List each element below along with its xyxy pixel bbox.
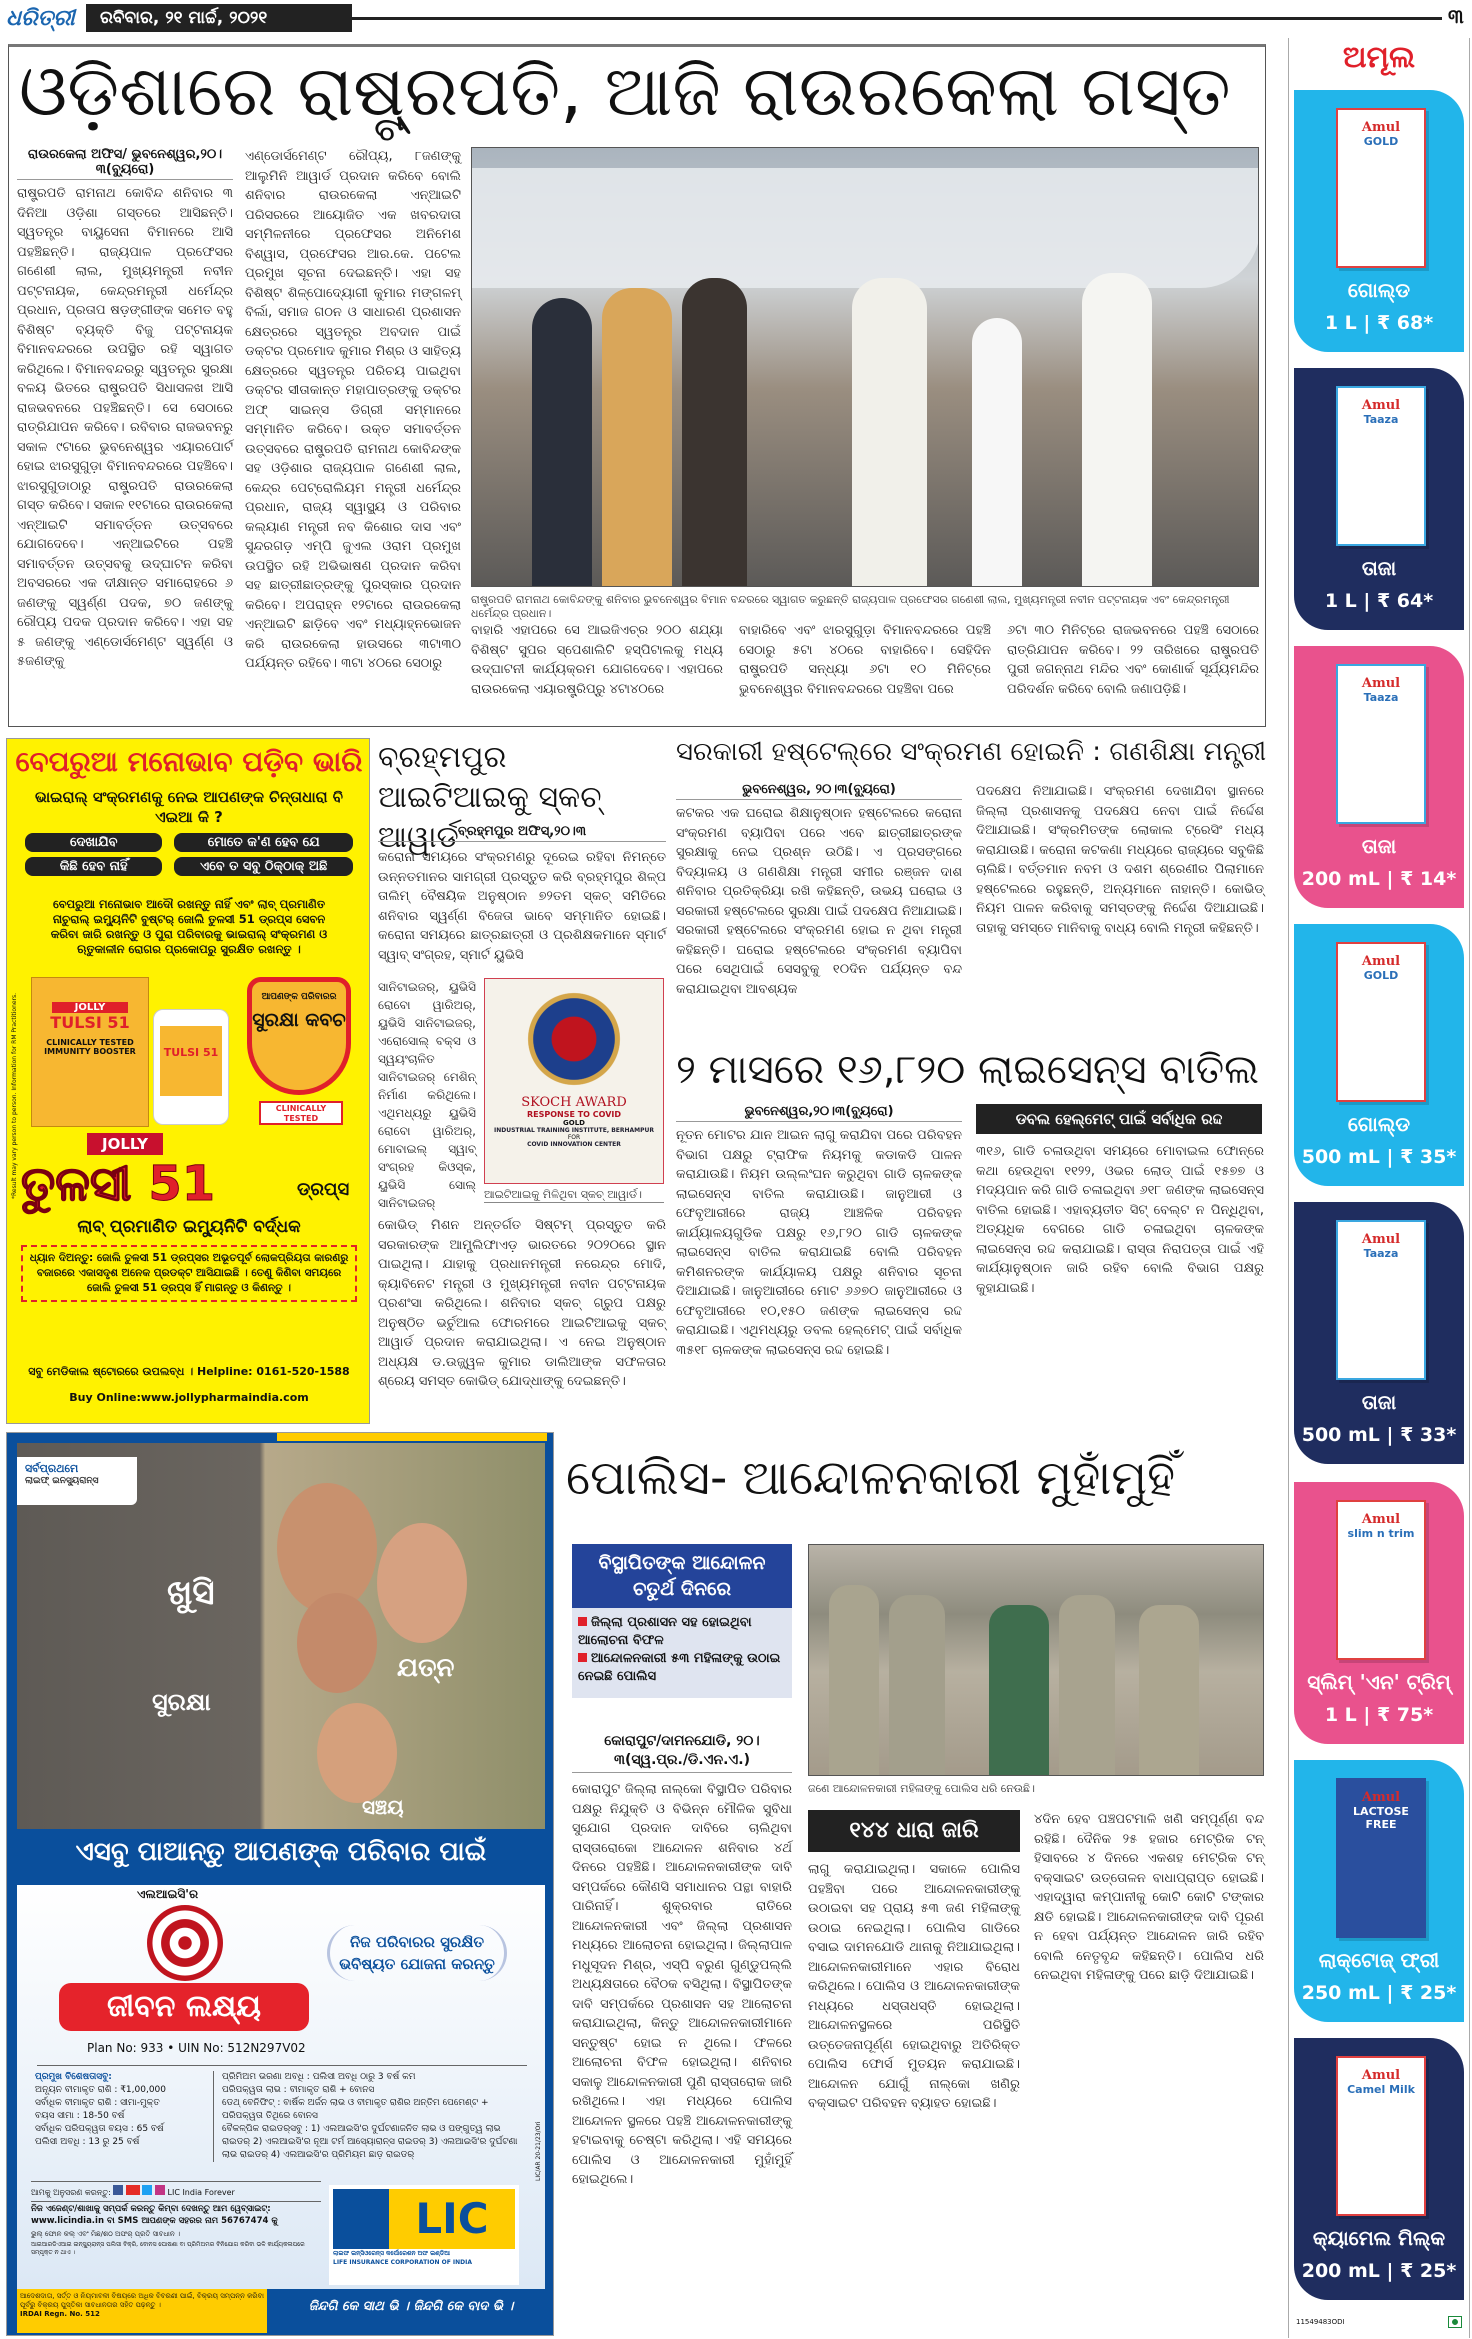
tulsi-ad — [6, 738, 370, 1424]
pack-variant: Taaza — [1363, 413, 1399, 426]
amul-product-card — [1294, 646, 1464, 908]
lic-arc-text: ଏଲଆଇସି'ର — [137, 1887, 199, 1901]
skoch-caption: ଆଇଟିଆଇକୁ ମିଳିଥିବା ସ୍କଚ୍ ଆୱାର୍ଡ। — [484, 1188, 664, 1203]
tulsi-tagline: ଲାବ୍ ପ୍ରମାଣିତ ଇମ୍ୟୁନିଟି ବର୍ଦ୍ଧକ — [77, 1217, 301, 1237]
pack-variant: GOLD — [1363, 135, 1399, 148]
suraksha-shield: ଆପଣଙ୍କ ପରିବାରର ସୁରକ୍ଷା କବଚ — [247, 977, 351, 1095]
police-photo — [808, 1544, 1264, 1776]
pack-brand: Amul — [1361, 1512, 1401, 1527]
milk-pack-image — [1336, 386, 1426, 546]
lic-plan-info: Plan No: 933 • UIN No: 512N297V02 — [87, 2041, 306, 2055]
milk-pack-image — [1336, 942, 1426, 1102]
page-number: ୩ — [1448, 4, 1464, 28]
product-name: ଗୋଲ୍ଡ — [1347, 1112, 1411, 1136]
pack-variant: LACTOSE FREE — [1353, 1805, 1409, 1831]
milk-pack-image — [1336, 2056, 1426, 2216]
hostel-column-2: ପଦକ୍ଷେପ ନିଆଯାଇଛି। ସଂକ୍ରମଣ ଦେଖାଯିବା ସ୍ଥାନରେ ଜିଲ୍ଲା ପ୍ରଶାସନକୁ ପଦକ୍ଷେପ ନେବା ପାଇଁ ନିର୍ଦ୍ଦେଶ ଦିଆଯାଇଛି। ସଂକ୍ରମିତଙ୍କ ଲୋକାଲ ଟ୍ରେସିଂ ମଧ୍ୟ କରାଯାଉଛି। କରୋନା କଟକଣା ମଧ୍ୟରେ ରାଜ୍ୟରେ ସବୁକିଛି ଚାଲିଛି। ବର୍ତ୍ତମାନ ନବମ ଓ ଦଶମ ଶ୍ରେଣୀର ପିଲାମାନେ ହଷ୍ଟେଲରେ ରହୁଛନ୍ତି, ଅନ୍ୟମାନେ ନାହାନ୍ତି। କୋଭିଡ୍ ନିୟମ ପାଳନ କରିବାକୁ ସମସ୍ତଙ୍କୁ ନିର୍ଦ୍ଦେଶ ଦିଆଯାଇଛି। ତାହାକୁ ସମସ୍ତେ ମାନିବାକୁ ବାଧ୍ୟ ବୋଲି ମନ୍ତ୍ରୀ କହିଛନ୍ତି। — [976, 784, 1264, 936]
police-dateline: କୋରାପୁଟ/ଦାମନଯୋଡି, ୨୦।୩(ସ୍ୱ.ପ୍ର./ଡି.ଏନ.ଏ.) — [572, 1732, 792, 1773]
lic-feature: ପରିପକ୍ୱତା ଲାଭ : ବୀମାକୃତ ରାଶି + ବୋନସ — [222, 2085, 375, 2095]
lic-feature: ବୟସ ସୀମା : 18-50 ବର୍ଷ — [35, 2111, 125, 2121]
milk-pack-image — [1336, 1220, 1426, 1380]
milk-pack-image — [1336, 1500, 1426, 1660]
hostel-dateline: ଭୁବନେଶ୍ୱର, ୨୦।୩(ବ୍ୟୁରୋ) — [676, 782, 962, 800]
product-name: କ୍ୟାମେଲ ମିଲ୍କ — [1312, 2226, 1446, 2250]
milk-pack-image — [1336, 1778, 1426, 1938]
tulsi-pill-4: ଏବେ ତ ସବୁ ଠିକ୍‌ଠାକ୍ ଅଛି — [174, 857, 353, 876]
product-name: ସ୍ଲିମ୍ 'ଏନ' ଟ୍ରିମ୍ — [1307, 1670, 1451, 1694]
lic-feature: ବୈକଳ୍ପିକ ରାଇଡର୍‌ସବୁ : 1) ଏଲଆଇସି'ର ଦୁର୍ଘଟଣାଜନିତ ଲାଭ ଓ ପଙ୍ଗୁତ୍ୱ ଲାଭ ରାଇଡର୍ 2) ଏଲଆଇସି'ର ନୂଆ ଟର୍ମ ଆସ୍ୟୋରାନ୍ସ ରାଇଡର୍ 3) ଏଲଆଇସି'ର ଦୁର୍ଘଟଣା ଲାଭ ରାଇଡର୍ 4) ଏଲଆଇସି'ର ପ୍ରିମିୟମ ଛାଡ଼ ରାଇଡର୍ — [222, 2124, 518, 2160]
product-name: ତାଜା — [1361, 834, 1397, 858]
product-name: ଗୋଲ୍ଡ — [1347, 278, 1411, 302]
product-price: 1 L | ₹ 68* — [1324, 312, 1434, 334]
word-suraksha: ସୁରକ୍ଷା — [152, 1688, 211, 1716]
police-column-2: ଲାଗୁ କରାଯାଇଥିଲା। ସକାଳେ ପୋଲିସ ପହଞ୍ଚିବା ପରେ ଆନ୍ଦୋଳନକାରୀଙ୍କୁ ଉଠାଇବା ସହ ପ୍ରାୟ ୫୩ ଜଣ ମହିଳାଙ୍କୁ ଉଠାଇ ନେଇଥିଲା। ପୋଲିସ ଗାଡିରେ ବସାଇ ଦାମନଯୋଡି ଥାନାକୁ ନିଆଯାଇଥିଲା। ଆନ୍ଦୋଳନକାରୀମାନେ ଏହାର ବିରୋଧ କରିଥିଲେ। ପୋଲିସ ଓ ଆନ୍ଦୋଳନକାରୀଙ୍କ ମଧ୍ୟରେ ଧସ୍ତାଧସ୍ତି ହୋଇଥିଲା। ଆନ୍ଦୋଳନସ୍ଥଳରେ ପରିସ୍ଥିତି ଉତ୍ତେଜନାପୂର୍ଣ୍ଣ ହୋଇଥିବାରୁ ଅତିରିକ୍ତ ପୋଲିସ ଫୋର୍ସ ମୁତୟନ କରାଯାଇଛି। ଆନ୍ଦୋଳନ ଯୋଗୁଁ ନାଲ୍‌କୋ ଖଣିରୁ ବକ୍ସାଇଟ ପରିବହନ ବ୍ୟାହତ ହୋଇଛି। — [808, 1862, 1020, 2111]
pack-brand: Amul — [1361, 954, 1401, 969]
pack-variant: Taaza — [1363, 1247, 1399, 1260]
lic-banner: ଏସବୁ ପାଆନ୍ତୁ ଆପଣଙ୍କ ପରିବାର ପାଇଁ — [75, 1837, 487, 1867]
lic-badge-bottom: ଲାଇଫ୍ ଇନସ୍ୟୁରାନ୍ସ — [25, 1476, 99, 1486]
lic-feature: ଅନ୍ୟୂନ ବୀମାକୃତ ରାଶି : ₹1,00,000 — [35, 2085, 167, 2095]
pack-brand: Amul — [1361, 120, 1401, 135]
tulsi-pill-2: ମୋତେ କ'ଣ ହେବ ଯେ — [174, 833, 353, 852]
tulsi-product-name: ତୁଳସୀ 51 — [21, 1156, 216, 1212]
tulsi-availability: ସବୁ ମେଡିକାଲ ଷ୍ଟୋରରେ ଉପଲବ୍ଧ । — [28, 1365, 194, 1378]
police-subhead: ୧୪୪ ଧାରା ଜାରି — [808, 1810, 1020, 1852]
lic-feature: ପଲିସୀ ଅବଧି : 13 ରୁ 25 ବର୍ଷ — [35, 2137, 140, 2147]
lic-ad — [6, 1432, 554, 2336]
target-icon — [147, 1905, 223, 1981]
skoch-headline: ବ୍ରହ୍ମପୁର ଆଇଟିଆଇକୁ ସ୍କଚ୍ ଆୱାର୍ଡ — [378, 740, 602, 855]
tulsi-online: Buy Online:www.jollypharmaindia.com — [69, 1391, 309, 1404]
product-name: ତାଜା — [1361, 556, 1397, 580]
tulsi-question: ଭାଇରାଲ୍ ସଂକ୍ରମଣକୁ ନେଇ ଆପଣଙ୍କ ଚିନ୍ତାଧାରା ବି ଏଇଆ କି ? — [34, 788, 344, 826]
veg-mark-icon — [1448, 2316, 1462, 2328]
follow-label: ଆମକୁ ଅନୁସରଣ କରନ୍ତୁ: — [31, 2188, 111, 2197]
skoch-body-1: କରୋନା ସମୟରେ ସଂକ୍ରମଣରୁ ଦୂରେଇ ରହିବା ନିମନ୍ତେ ଉନ୍ନତମାନର ସାମଗ୍ରୀ ପ୍ରସ୍ତୁତ କରି ବ୍ରହ୍ମପୁର ଶିଳ୍ପ ତାଲିମ୍ ବୈଷୟିକ ଅନୁଷ୍ଠାନ ୭୨ତମ ସ୍କଚ୍ ସମିତିରେ ଶନିବାର ସ୍ୱର୍ଣ୍ଣ ବିଜେତା ଭାବେ ସମ୍ମାନିତ ହୋଇଛି। କରୋନା ସମୟରେ ଛାତ୍ରଛାତ୍ରୀ ଓ ପ୍ରଶିକ୍ଷକମାନେ ସ୍ମାର୍ଟ ସ୍ୱାବ୍ ସଂଗ୍ରହ, ସ୍ମାର୍ଟ ୟୁଭିସି — [378, 850, 666, 963]
pack-brand: Amul — [1361, 398, 1401, 413]
police-column-1: କୋରାପୁଟ ଜିଲ୍ଲା ନାଲ୍‌କୋ ବିସ୍ଥାପିତ ପରିବାର ପକ୍ଷରୁ ନିଯୁକ୍ତି ଓ ବିଭିନ୍ନ ମୌଳିକ ସୁବିଧା ସୁଯୋଗ ପ୍ରଦାନ ଦାବିରେ ଚାଲିଥିବା ରାସ୍ତାରୋକୋ ଆନ୍ଦୋଳନ ଶନିବାର ୪ର୍ଥ ଦିନରେ ପହଞ୍ଚିଛି। ଆନ୍ଦୋଳନକାରୀଙ୍କ ଦାବି ସମ୍ପର୍କରେ କୌଣସି ସମାଧାନର ପନ୍ଥା ବାହାରି ପାରିନାହିଁ। ଶୁକ୍ରବାର ରାତିରେ ଆନ୍ଦୋଳନକାରୀ ଏବଂ ଜିଲ୍ଲା ପ୍ରଶାସନ ମଧ୍ୟରେ ଆଲୋଚନା ହୋଇଥିଲା। ଜିଲ୍ଲାପାଳ ମଧୁସୂଦନ ମିଶ୍ର, ଏସ୍‌ପି ବରୁଣ ଗୁଣ୍ଡୁପଲ୍ଲି ଅଧ୍ୟକ୍ଷତାରେ ବୈଠକ ବସିଥିଲା। ବିସ୍ଥାପିତଙ୍କ ଦାବି ସମ୍ପର୍କରେ ପ୍ରଶାସନ ସହ ଆଲୋଚନା କରାଯାଇଥିଲା, କିନ୍ତୁ ଆନ୍ଦୋଳନକାରୀମାନେ ସନ୍ତୁଷ୍ଟ ହୋଇ ନ ଥିଲେ। ଫଳରେ ଆଲୋଚନା ବିଫଳ ହୋଇଥିଲା। ଶନିବାର ସକାଳୁ ଆନ୍ଦୋଳନକାରୀ ପୁଣି ରାସ୍ତାରୋକ ଜାରି ରଖିଥିଲେ। ଏହା ମଧ୍ୟରେ ପୋଲିସ ଆନ୍ଦୋଳନ ସ୍ଥଳରେ ପହଞ୍ଚି ଆନ୍ଦୋଳନକାରୀଙ୍କୁ ହଟାଇବାକୁ ଚେଷ୍ଟା କରିଥିଲା। ଏହି ସମୟରେ ପୋଲିସ ଓ ଆନ୍ଦୋଳନକାରୀ ମୁହାଁମୁହିଁ ହୋଇଥିଲେ। — [572, 1782, 792, 2187]
pack-variant: slim n trim — [1347, 1527, 1415, 1540]
police-bullet: ଆନ୍ଦୋଳନକାରୀ ୫୩ ମହିଳାଙ୍କୁ ଉଠାଇ ନେଇଛି ପୋଲିସ — [578, 1651, 781, 1684]
masthead-logo: ଧରିତ୍ରୀ — [6, 6, 75, 31]
amul-product-card — [1294, 368, 1464, 630]
pack-brand: Amul — [1361, 676, 1401, 691]
word-khusi: ଖୁସି — [167, 1573, 215, 1613]
police-column-3: ୪ଦିନ ହେବ ପଞ୍ଚପଟମାଳି ଖଣି ସମ୍ପୂର୍ଣ୍ଣ ବନ୍ଦ ରହିଛି। ଦୈନିକ ୨୫ ହଜାର ମେଟ୍ରିକ ଟନ୍ ହିସାବରେ ୪ ଦିନରେ ଏକଶହ ମେଟ୍ରିକ ଟନ୍ ବକ୍ସାଇଟ ଉତ୍ତୋଳନ ବାଧାପ୍ରାପ୍ତ ହୋଇଛି। ଏହାଦ୍ୱାରା କମ୍ପାନୀକୁ କୋଟି କୋଟି ଟଙ୍କାର କ୍ଷତି ହୋଇଛି। ଆନ୍ଦୋଳନକାରୀଙ୍କ ଦାବି ପୂରଣ ନ ହେବା ପର୍ଯ୍ୟନ୍ତ ଆନ୍ଦୋଳନ ଜାରି ରହିବ ବୋଲି ନେତୃବୃନ୍ଦ କହିଛନ୍ତି। ପୋଲିସ ଧରି ନେଇଥିବା ମହିଳାଙ୍କୁ ପରେ ଛାଡ଼ି ଦିଆଯାଇଛି। — [1034, 1812, 1264, 1983]
product-price: 250 mL | ₹ 25* — [1301, 1982, 1457, 2004]
product-name: ଲାକ୍‌ଟୋଜ୍ ଫ୍ରୀ — [1318, 1948, 1440, 1972]
clinically-tested-badge: CLINICALLY TESTED — [259, 1101, 343, 1125]
pack-brand: Amul — [1361, 1790, 1401, 1805]
lic-warning: ଭୁଲ୍ ଫୋନ କଲ୍ ଏବଂ ମିଛ/ଶଠ ଅଫର୍ ପ୍ରତି ସାବଧାନ । — [31, 2230, 181, 2238]
licence-headline: ୨ ମାସରେ ୧୬,୮୨୦ ଲାଇସେନ୍ସ ବାତିଲ — [676, 1047, 1259, 1093]
skoch-story — [378, 738, 666, 1422]
licence-subhead: ଡବଲ ହେଲ୍‌ମେଟ୍ ପାଇଁ ସର୍ବାଧିକ ରଦ୍ଦ — [976, 1104, 1262, 1134]
skoch-dateline: ବ୍ରହ୍ମପୁର ଅଫିସ୍,୨୦।୩ — [378, 824, 666, 842]
lic-footer-note: ଆଇଆରଡିଏଆଇ ଇନ୍ସ୍ୟୁରାନ୍ସ ପଲିସୀ ବିକ୍ରି, ବୋନସ ଘୋଷଣା ବା ପ୍ରିମିଅମର ବିନିଯୋଗ କରିବା ଭଳି କାର୍ଯ୍ୟକଳାପରେ ସମ୍ପୃକ୍ତ ନ ଥାଏ । — [31, 2241, 305, 2256]
tulsi-notice: ଧ୍ୟାନ ଦିଅନ୍ତୁ: ଜୋଲି ତୁଳସୀ 51 ଡ୍ରପ୍ସର ଅଭୂତପୂର୍ବ ଲୋକପ୍ରିୟତା କାରଣରୁ ବଜାରରେ ଏକାସଦୃଶ ଅନେକ ପ୍ରଡକ୍ଟ ଆସିଯାଇଛି । ତେଣୁ କିଣିବା ସମୟରେ ଜୋଲି ତୁଳସୀ 51 ଡ୍ରପ୍ସ ହିଁ ମାଗନ୍ତୁ ଓ କିଣନ୍ତୁ । — [21, 1245, 357, 1302]
lic-plan-panel — [17, 1885, 545, 2289]
lead-column-2: ଏଣ୍ଡୋର୍ସମେଣ୍ଟ ରୌପ୍ୟ, ୮ଜଣଙ୍କୁ ଆଲୁମିନି ଆୱାର୍ଡ ପ୍ରଦାନ କରିବେ ବୋଲି ଶନିବାର ରାଉରକେଲା ଏନ୍ଆଇଟି ପରିସରରେ ଆୟୋଜିତ ଏକ ଖବରଦାତା ସମ୍ମିଳନୀରେ ପ୍ରଫେସର ଅନିମେଶ ବିଶ୍ୱାସ, ପ୍ରଫେସର ଆର.କେ. ପଟେଲ ପ୍ରମୁଖ ସୂଚନା ଦେଇଛନ୍ତି। ଏହା ସହ ବିଶିଷ୍ଟ ଶିଳ୍ପୋଦ୍ୟୋଗୀ କୁମାର ମଙ୍ଗଳମ୍ ବିର୍ଲା, ସମାଜ ଗଠନ ଓ ସାଧାରଣ ପ୍ରଶାସନ କ୍ଷେତ୍ରରେ ସ୍ୱତନ୍ତ୍ର ଅବଦାନ ପାଇଁ ଡକ୍ଟର ପ୍ରମୋଦ କୁମାର ମିଶ୍ର ଓ ସାହିତ୍ୟ କ୍ଷେତ୍ରରେ ସ୍ୱତନ୍ତ୍ର ପରିଚୟ ପାଇଥିବା ଡକ୍ଟର ସୀତାକାନ୍ତ ମହାପାତ୍ରଙ୍କୁ ଡକ୍ଟର ଅଫ୍ ସାଇନ୍ସ ଡିଗ୍ରୀ ସମ୍ମାନରେ ସମ୍ମାନିତ କରିବେ। ଉକ୍ତ ସମାବର୍ତ୍ତନ ଉତ୍ସବରେ ରାଷ୍ଟ୍ରପତି ରାମନାଥ କୋବିନ୍ଦଙ୍କ ସହ ଓଡ଼ିଶାର ରାଜ୍ୟପାଳ ଗଣେଶୀ ଲାଲ, କେନ୍ଦ୍ର ପେଟ୍ରୋଲିୟମ ମନ୍ତ୍ରୀ ଧର୍ମେନ୍ଦ୍ର ପ୍ରଧାନ, ରାଜ୍ୟ ସ୍ୱାସ୍ଥ୍ୟ ଓ ପରିବାର କଲ୍ୟାଣ ମନ୍ତ୍ରୀ ନବ କିଶୋର ଦାସ ଏବଂ ସୁନ୍ଦରଗଡ଼ ଏମ୍‌ପି ଜୁଏଲ ଓରାମ ପ୍ରମୁଖ ଉପସ୍ଥିତ ରହି ଅଭିଭାଷଣ ପ୍ରଦାନ କରିବା ସହ ଛାତ୍ରୀଛାତ୍ରଙ୍କୁ ପୁରସ୍କାର ପ୍ରଦାନ କରିବେ। ଅପରାହ୍ନ ୧୨ଟାରେ ରାଉରକେଲା ଏନ୍ଆଇଟି ଛାଡ଼ିବେ ଏବଂ ମଧ୍ୟାହ୍ନଭୋଜନ କରି ରାଉରକେଲା ହାଉସରେ ୩ଟା୩୦ ପର୍ଯ୍ୟନ୍ତ ରହିବେ। ୩ଟା ୪୦ରେ ସେଠାରୁ — [245, 149, 461, 671]
amul-product-card — [1294, 2038, 1464, 2300]
product-price: 200 mL | ₹ 14* — [1301, 868, 1457, 890]
lic-ref: LIC/AR 20-21/23/Ori — [535, 2121, 542, 2181]
header-rule — [352, 17, 1442, 20]
tulsi-box-pack: JOLLY TULSI 51 CLINICALLY TESTED IMMUNITY BOOSTER — [31, 977, 149, 1127]
hostel-column-1: କଟକର ଏକ ଘରୋଇ ଶିକ୍ଷାନୁଷ୍ଠାନ ହଷ୍ଟେଲରେ କରୋନା ସଂକ୍ରମଣ ବ୍ୟାପିବା ପରେ ଏବେ ଛାତ୍ରୀଛାତ୍ରଙ୍କ ସୁରକ୍ଷାକୁ ନେଇ ପ୍ରଶ୍ନ ଉଠିଛି। ଏ ପ୍ରସଙ୍ଗରେ ବିଦ୍ୟାଳୟ ଓ ଗଣଶିକ୍ଷା ମନ୍ତ୍ରୀ ସମୀର ରଞ୍ଜନ ଦାଶ ଶନିବାର ପ୍ରତିକ୍ରିୟା ରଖି କହିଛନ୍ତି, ଉଭୟ ଘରୋଇ ଓ ସରକାରୀ ହଷ୍ଟେଲରେ ସୁରକ୍ଷା ପାଇଁ ପଦକ୍ଷେପ ନିଆଯାଇଛି। ସରକାରୀ ହଷ୍ଟେଲରେ ସଂକ୍ରମଣ ହୋଇ ନ ଥିବା ମନ୍ତ୍ରୀ କହିଛନ୍ତି। ଘରୋଇ ହଷ୍ଟେଲରେ ସଂକ୍ରମଣ ବ୍ୟାପିବା ପରେ ସେଥିପାଇଁ ସେସବୁକୁ ୧୦ଦିନ ପର୍ଯ୍ୟନ୍ତ ବନ୍ଦ କରାଯାଇଥିବା ଆବଶ୍ୟକ — [676, 806, 962, 997]
lead-column-1: ରାଷ୍ଟ୍ରପତି ରାମନାଥ କୋବିନ୍ଦ ଶନିବାର ୩ ଦିନିଆ ଓଡ଼ିଶା ଗସ୍ତରେ ଆସିଛନ୍ତି। ସ୍ୱତନ୍ତ୍ର ବାୟୁସେନା ବିମାନରେ ଆସି ପହଞ୍ଚିଛନ୍ତି। ରାଜ୍ୟପାଳ ପ୍ରଫେସର ଗଣେଶୀ ଲାଲ, ମୁଖ୍ୟମନ୍ତ୍ରୀ ନବୀନ ପଟ୍ଟନାୟକ, କେନ୍ଦ୍ରମନ୍ତ୍ରୀ ଧର୍ମେନ୍ଦ୍ର ପ୍ରଧାନ, ପ୍ରତାପ ଷଡ଼ଙ୍ଗୀଙ୍କ ସମେତ ବହୁ ବିଶିଷ୍ଟ ବ୍ୟକ୍ତି ବିଜୁ ପଟ୍ଟନାୟକ ବିମାନବନ୍ଦରରେ ଉପସ୍ଥିତ ରହି ସ୍ୱାଗତ କରିଥିଲେ। ବିମାନବନ୍ଦରରୁ ସ୍ୱତନ୍ତ୍ର ସୁରକ୍ଷା ବଳୟ ଭିତରେ ରାଷ୍ଟ୍ରପତି ସିଧାସଳଖ ଆସି ରାଜଭବନରେ ପହଞ୍ଚିଛନ୍ତି। ସେ ସେଠାରେ ରାତ୍ରିଯାପନ କରିବେ। ରବିବାର ରାଜଭବନରୁ ସକାଳ ୯ଟାରେ ଭୁବନେଶ୍ୱର ଏୟାରପୋର୍ଟ ହୋଇ ଝାରସୁଗୁଡ଼ା ବିମାନବନ୍ଦରରେ ପହଞ୍ଚିବେ। ଝାରସୁଗୁଡାଠାରୁ ରାଷ୍ଟ୍ରପତି ରାଉରକେଲା ଗସ୍ତ କରିବେ। ସକାଳ ୧୧ଟାରେ ରାଉରକେଲା ଏନ୍ଆଇଟି ସମାବର୍ତ୍ତନ ଉତ୍ସବରେ ଯୋଗଦେବେ। ଏନ୍ଆଇଟିରେ ପହଞ୍ଚି ସମାବର୍ତ୍ତନ ଉତ୍ସବକୁ ଉଦ୍‌ଘାଟନ କରିବା ଅବସରରେ ଏକ ଦୀକ୍ଷାନ୍ତ ସମାରୋହରେ ୬ ଜଣଙ୍କୁ ସ୍ୱର୍ଣ୍ଣ ପଦକ, ୭୦ ଜଣଙ୍କୁ ରୌପ୍ୟ ପଦକ ପ୍ରଦାନ କରିବେ। ଏହା ସହ ୫ ଜଣଙ୍କୁ ଏଣ୍ଡୋର୍ସମେଣ୍ଟ ସ୍ୱର୍ଣ୍ଣ ଓ ୫ଜଣଙ୍କୁ — [17, 186, 233, 669]
lic-plan-name: ଜୀବନ ଲକ୍ଷ୍ୟ — [59, 1983, 309, 2031]
lead-headline: ଓଡ଼ିଶାରେ ରାଷ୍ଟ୍ରପତି, ଆଜି ରାଉରକେଲା ଗସ୍ତ — [19, 50, 1231, 132]
police-box-title: ବିସ୍ଥାପିତଙ୍କ ଆନ୍ଦୋଳନ ଚତୁର୍ଥ ଦିନରେ — [572, 1544, 792, 1608]
police-headline: ପୋଲିସ- ଆନ୍ଦୋଳନକାରୀ ମୁହାଁମୁହିଁ — [566, 1450, 1176, 1506]
licence-dateline: ଭୁବନେଶ୍ୱର,୨୦।୩(ବ୍ୟୁରୋ) — [676, 1104, 962, 1122]
lic-feature: ଡେଥ୍ ବେନିଫିଟ୍ : ବାର୍ଷିକ ଅର୍ଜନ ଲାଭ ଓ ବୀମାକୃତ ରାଶିର ଅନ୍ତିମ ପେମେଣ୍ଟ + ପରିପକ୍ୱତା ତିଥିରେ ବୋନସ — [222, 2098, 489, 2121]
lic-features-title: ପ୍ରମୁଖ ବିଶେଷତାସବୁ: — [35, 2072, 112, 2082]
twitter-icon[interactable] — [142, 2185, 152, 2195]
social-handle: LIC India Forever — [167, 2188, 235, 2197]
tulsi-pill-3: କିଛି ହେବ ନାହିଁ — [25, 857, 162, 876]
jolly-logo: JOLLY — [87, 1133, 163, 1155]
amul-logo: ଅମୂଲ — [1342, 40, 1416, 75]
skoch-body-3: କୋଭିଡ୍ ମିଶନ ଅନ୍ତର୍ଗତ ସିଷ୍ଟମ୍ ପ୍ରସ୍ତୁତ କରି ସରକାରଙ୍କ ଆମ୍ପ୍ଲିଫାଏଡ଼ ଭାରତରେ ୨୦୨୦ରେ ସ୍ଥାନ ପାଇଥିଲା। ଯାହାକୁ ପ୍ରଧାନମନ୍ତ୍ରୀ ନରେନ୍ଦ୍ର ମୋଦି, କ୍ୟାବିନେଟ ମନ୍ତ୍ରୀ ଓ ମୁଖ୍ୟମନ୍ତ୍ରୀ ନବୀନ ପଟ୍ଟନାୟକ ପ୍ରଶଂସା କରିଥିଲେ। ଶନିବାର ସ୍କଚ୍ ଗ୍ରୁପ ପକ୍ଷରୁ ଅନୁଷ୍ଠିତ ଭର୍ଚୁଆଲ ଫୋରମରେ ଆଇଟିଆଇକୁ ସ୍କଚ୍ ଆୱାର୍ଡ ପ୍ରଦାନ କରାଯାଇଥିଲା। ଏ ନେଇ ଅନୁଷ୍ଠାନ ଅଧ୍ୟକ୍ଷ ଡ.ଉଜ୍ଜ୍ୱଳ କୁମାର ଡାଲିଆଙ୍କ ସଫଳତାର ଶ୍ରେୟ ସମସ୍ତ କୋଭିଡ୍ ଯୋଦ୍ଧାଙ୍କୁ ଦେଇଛନ୍ତି। — [378, 1218, 666, 1389]
lic-tagline: ନିଜ ପରିବାରର ସୁରକ୍ଷିତ ଭବିଷ୍ୟତ ଯୋଜନା କରନ୍ତୁ — [327, 1925, 507, 1981]
police-info-box — [572, 1544, 792, 1698]
pack-variant: Camel Milk — [1347, 2083, 1415, 2096]
product-price: 200 mL | ₹ 25* — [1301, 2260, 1457, 2282]
product-price: 1 L | ₹ 64* — [1324, 590, 1434, 612]
licence-column-2: ୩୧୬, ଗାଡି ଚଳାଉଥିବା ସମୟରେ ମୋବାଇଲ ଫୋନ୍‌ରେ କଥା ହେଉଥିବା ୧୧୨୨, ଓଭର ଲୋଡ୍ ପାଇଁ ୧୫୭୭ ଓ ମଦ୍ୟପାନ କରି ଗାଡି ଚଳାଇଥିବା ୬୧୮ ଜଣଙ୍କ ଲାଇସେନ୍ସ ବାତିଲ ହୋଇଛି। ଏହାବ୍ୟତୀତ ସିଟ୍ ବେଲ୍ଟ ନ ପିନ୍ଧିଥିବା, ଅତ୍ୟଧିକ ବେଗରେ ଗାଡି ଚଳାଇଥିବା ଚାଳକଙ୍କ ଲାଇସେନ୍ସ ରଦ୍ଦ କରାଯାଇଛି। ରାସ୍ତା ନିରାପତ୍ତା ପାଇଁ ଏହି କାର୍ଯ୍ୟାନୁଷ୍ଠାନ ଜାରି ରହିବ ବୋଲି ବିଭାଗ ପକ୍ଷରୁ କୁହାଯାଇଛି। — [976, 1144, 1264, 1296]
lead-column-5: ୬ଟା ୩୦ ମିନିଟ୍‌ରେ ରାଜଭବନରେ ପହଞ୍ଚି ସେଠାରେ ରାତ୍ରିଯାପନ କରିବେ। ୨୨ ତାରିଖରେ ରାଷ୍ଟ୍ରପତି ପୁରୀ ଜଗନ୍ନାଥ ମନ୍ଦିର ଏବଂ କୋଣାର୍କ ସୂର୍ଯ୍ୟମନ୍ଦିର ପରିଦର୍ଶନ କରିବେ ବୋଲି ଜଣାପଡ଼ିଛି। — [1007, 623, 1259, 697]
skoch-body-2: ସାନିଟାଇଜର୍, ୟୁଭିସି ରୋବୋ ୱାରିଅର୍, ୟୁଭିସି ସାନିଟାଇଜର୍, ଏରୋସୋଲ୍ ବକ୍ସ ଓ ସ୍ୱୟଂଚାଳିତ ସାନିଟାଇଜର୍ ମେଶିନ୍ ନିର୍ମାଣ କରିଥିଲେ। ଏଥିମଧ୍ୟରୁ ୟୁଭିସି ରୋବୋ ୱାରିଅର୍, ମୋବାଇଲ୍ ସ୍ୱାବ୍ ସଂଗ୍ରହ କିଓସ୍କ, ୟୁଭିସି ସୋଲ୍ ସାନିଟାଇଜର୍ — [378, 980, 476, 1210]
licence-column-1: ନୂତନ ମୋଟର ଯାନ ଆଇନ ଲାଗୁ କରାଯିବା ପରେ ପରିବହନ ବିଭାଗ ପକ୍ଷରୁ ଟ୍ରାଫିକ ନିୟମକୁ କଡାକଡି ପାଳନ କରାଯାଉଛି। ନିୟମ ଉଲ୍ଲଂଘନ କରୁଥିବା ଗାଡି ଚାଳକଙ୍କ ଲାଇସେନ୍ସ ବାତିଲ କରାଯାଉଛି। ଜାନୁଆରୀ ଓ ଫେବୃଆରୀରେ ରାଜ୍ୟ ଆଞ୍ଚଳିକ ପରିବହନ କାର୍ଯ୍ୟାଳୟଗୁଡିକ ପକ୍ଷରୁ ୧୬,୮୨୦ ଗାଡି ଚାଳକଙ୍କ ଲାଇସେନ୍ସ ବାତିଲ କରାଯାଇଛି ବୋଲି ପରିବହନ କମିଶନରଙ୍କ କାର୍ଯ୍ୟାଳୟ ପକ୍ଷରୁ ଶନିବାର ସୂଚନା ଦିଆଯାଇଛି। ଜାନୁଆରୀରେ ମୋଟ ୬୬୭୦ ଜାନୁଆରୀରେ ଓ ଫେବୃଆରୀରେ ୧୦,୧୫୦ ଜଣଙ୍କ ଲାଇସେନ୍ସ ରଦ୍ଦ କରାଯାଇଛି। ଏଥିମଧ୍ୟରୁ ଡବଲ ହେଲ୍‌ମେଟ୍ ପାଇଁ ସର୍ବାଧିକ ୩୫୧୮ ଚାଳକଙ୍କ ଲାଇସେନ୍ସ ରଦ୍ଦ ହୋଇଛି। — [676, 1128, 962, 1358]
amul-product-card — [1294, 924, 1464, 1186]
lic-contact: ନିଜ ଏଜେଣ୍ଟ/ଶାଖାକୁ ସମ୍ପର୍କ କରନ୍ତୁ କିମ୍ବା ଦେଖନ୍ତୁ ଆମ ୱେବ୍‌ସାଇଟ୍: www.licindia.in ବା SMS ଆପଣଙ୍କ ସହରର ନାମ 56767474 କୁ — [31, 2204, 278, 2226]
product-price: 1 L | ₹ 75* — [1324, 1704, 1434, 1726]
lic-feature: ସର୍ବାଧିକ ପରିପକ୍ୱତା ବୟସ : 65 ବର୍ଷ — [35, 2124, 164, 2134]
issue-date: ରବିବାର, ୨୧ ମାର୍ଚ୍ଚ, ୨୦୨୧ — [86, 4, 352, 32]
facebook-icon[interactable] — [113, 2185, 123, 2195]
pack-brand: Amul — [1361, 2068, 1401, 2083]
pack-brand: Amul — [1361, 1232, 1401, 1247]
police-photo-caption: ଜଣେ ଆନ୍ଦୋଳନକାରୀ ମହିଳାଙ୍କୁ ପୋଲିସ ଧରି ନେଉଛି। — [808, 1782, 1035, 1795]
hostel-story — [676, 738, 1266, 1038]
police-bullet: ଜିଲ୍ଲା ପ୍ରଶାସନ ସହ ହୋଇଥିବା ଆଲୋଚନା ବିଫଳ — [578, 1615, 752, 1648]
lic-slogan: ଜିନ୍ଦଗି କେ ସାଥ ଭି । ଜିନ୍ଦଗି କେ ବାଦ ଭି । — [308, 2299, 514, 2314]
instagram-icon[interactable] — [155, 2185, 165, 2195]
lead-story — [8, 44, 1266, 727]
amul-product-card — [1294, 1760, 1464, 2022]
lead-photo-caption: ରାଷ୍ଟ୍ରପତି ରାମନାଥ କୋବିନ୍ଦଙ୍କୁ ଶନିବାର ଭୁବନେଶ୍ୱର ବିମାନ ବନ୍ଦରରେ ସ୍ୱାଗତ କରୁଛନ୍ତି ରାଜ୍ୟପାଳ ପ୍ରଫେସର ଗଣେଶୀ ଲାଲ, ମୁଖ୍ୟମନ୍ତ୍ରୀ ନବୀନ ପଟ୍ଟନାୟକ ଏବଂ କେନ୍ଦ୍ରମନ୍ତ୍ରୀ ଧର୍ମେନ୍ଦ୍ର ପ୍ରଧାନ। — [471, 593, 1230, 620]
lic-badge-top: ସର୍ବପ୍ରଥମେ — [25, 1462, 79, 1475]
licence-story — [676, 1048, 1266, 1422]
aircraft-shape — [472, 168, 1259, 288]
lic-feature: ପ୍ରିମିଅମ ଭରଣା ଅବଧି : ପଲିସୀ ଅବଧି ଠାରୁ 3 ବର୍ଷ କମ — [222, 2072, 416, 2082]
hostel-headline: ସରକାରୀ ହଷ୍ଟେଲ୍‌ରେ ସଂକ୍ରମଣ ହୋଇନି : ଗଣଶିକ୍ଷା ମନ୍ତ୍ରୀ — [676, 737, 1267, 767]
youtube-icon[interactable] — [126, 2185, 140, 2195]
amul-product-card — [1294, 1202, 1464, 1464]
milk-pack-image — [1336, 108, 1426, 268]
lead-column-4: ବାହାରିବେ ଏବଂ ଝାରସୁଗୁଡ଼ା ବିମାନବନ୍ଦରରେ ପହଞ୍ଚି ସେଠାରୁ ୫ଟା ୪୦ରେ ବାହାରିବେ। ସେହିଦିନ ରାଷ୍ଟ୍ରପତି ସନ୍ଧ୍ୟା ୬ଟା ୧୦ ମିନିଟ୍‌ରେ ଭୁବନେଶ୍ୱର ବିମାନବନ୍ଦରରେ ପହଞ୍ଚିବା ପରେ — [739, 623, 991, 697]
word-sanchaya: ସଞ୍ଚୟ — [362, 1795, 404, 1819]
skoch-award-image: SKOCH AWARD RESPONSE TO COVID GOLD INDUSTRIAL TRAINING INSTITUTE, BERHAMPUR FOR COVID INNOVATION CENTER — [484, 978, 664, 1184]
amul-product-card — [1294, 1482, 1464, 1744]
lead-dateline: ରାଉରକେଲା ଅଫିସ/ ଭୁବନେଶ୍ୱର,୨୦।୩(ବ୍ୟୁରୋ) — [17, 147, 233, 180]
lead-column-3: ବାହାରି ଏହାପରେ ସେ ଆଇଜିଏଚ୍‌ର ୨୦୦ ଶଯ୍ୟା ବିଶିଷ୍ଟ ସୁପର ସ୍ପେଶାଲିଟି ହସ୍ପିଟାଲକୁ ମଧ୍ୟ ଉଦ୍‌ଘାଟନୀ କାର୍ଯ୍ୟକ୍ରମ ଯୋଗଦେବେ। ଏହାପରେ ରାଉରକେଲା ଏୟାରଷ୍ଟ୍ରିପ୍‌ରୁ ୪ଟା୪୦ରେ — [471, 623, 723, 697]
amul-product-card — [1294, 90, 1464, 352]
police-story — [566, 1432, 1266, 2336]
lic-logo: LIC ଲାଇଫ ଇନ୍‌ସିଓରେନ୍ସ କର୍ପୋରେଶନ ଅଫ ଇଣ୍ଡିଆ LIFE INSURANCE CORPORATION OF INDIA — [329, 2185, 519, 2285]
lic-feature: ସର୍ବାଧିକ ବୀମାକୃତ ରାଶି : ସୀମା-ମୁକ୍ତ — [35, 2098, 160, 2108]
pack-variant: Taaza — [1363, 691, 1399, 704]
lic-risk-note: ଆଦେଶଦାତା, ସର୍ତ୍ତ ଓ ନିୟମାବଳୀ ବିଷୟରେ ଅଧିକ ବିବରଣୀ ପାଇଁ, ବିକ୍ରୟ ସମ୍ପନ୍ନ କରିବା ପୂର୍ବରୁ ବିକ୍ରୟ ପୁସ୍ତିକା ସାବଧାନତାର ସହିତ ପଢ଼ନ୍ତୁ । IRDAI Regn. No. 512 — [17, 2289, 267, 2333]
milk-pack-image — [1336, 664, 1426, 824]
tulsi-pill-1: ଦେଖାଯିବ — [25, 833, 162, 852]
word-jatna: ଯତ୍ନ — [397, 1653, 455, 1683]
tulsi-headline: ବେପରୁଆ ମନୋଭାବ ପଡ଼ିବ ଭାରି — [15, 745, 363, 778]
product-name: ତାଜା — [1361, 1390, 1397, 1414]
tulsi-disclaimer: *Result may vary person to person. Information for RM Practitioners. — [11, 992, 18, 1199]
tulsi-helpline: Helpline: 0161-520-1588 — [197, 1365, 350, 1378]
product-price: 500 mL | ₹ 33* — [1301, 1424, 1457, 1446]
amul-code: 11549483ODI — [1296, 2318, 1345, 2326]
tulsi-bottle: TULSI 51 — [153, 1009, 229, 1125]
tulsi-body: ବେପରୁଆ ମନୋଭାବ ଆଦୌ ରଖନ୍ତୁ ନାହିଁ ଏବଂ ଲାବ୍ ପ୍ରମାଣିତ ନାଚୁରାଲ୍ ଇମ୍ୟୁନିଟି ବୁଷ୍ଟର୍ ଜୋଲି ତୁଳସୀ 51 ଡ୍ରପ୍ସ ସେବନ କରିବା ଜାରି ରଖନ୍ତୁ ଓ ପୁରା ପରିବାରକୁ ଭାଇରାଲ୍ ସଂକ୍ରମଣ ଓ ଋତୁକାଳୀନ ରୋଗର ପ୍ରକୋପରୁ ସୁରକ୍ଷିତ ରଖନ୍ତୁ । — [50, 897, 328, 956]
lic-family-photo — [17, 1443, 545, 1829]
lead-photo — [471, 147, 1259, 587]
product-price: 500 mL | ₹ 35* — [1301, 1146, 1457, 1168]
tulsi-drops: ଡ୍ରପ୍ସ — [297, 1179, 350, 1200]
pack-variant: GOLD — [1363, 969, 1399, 982]
